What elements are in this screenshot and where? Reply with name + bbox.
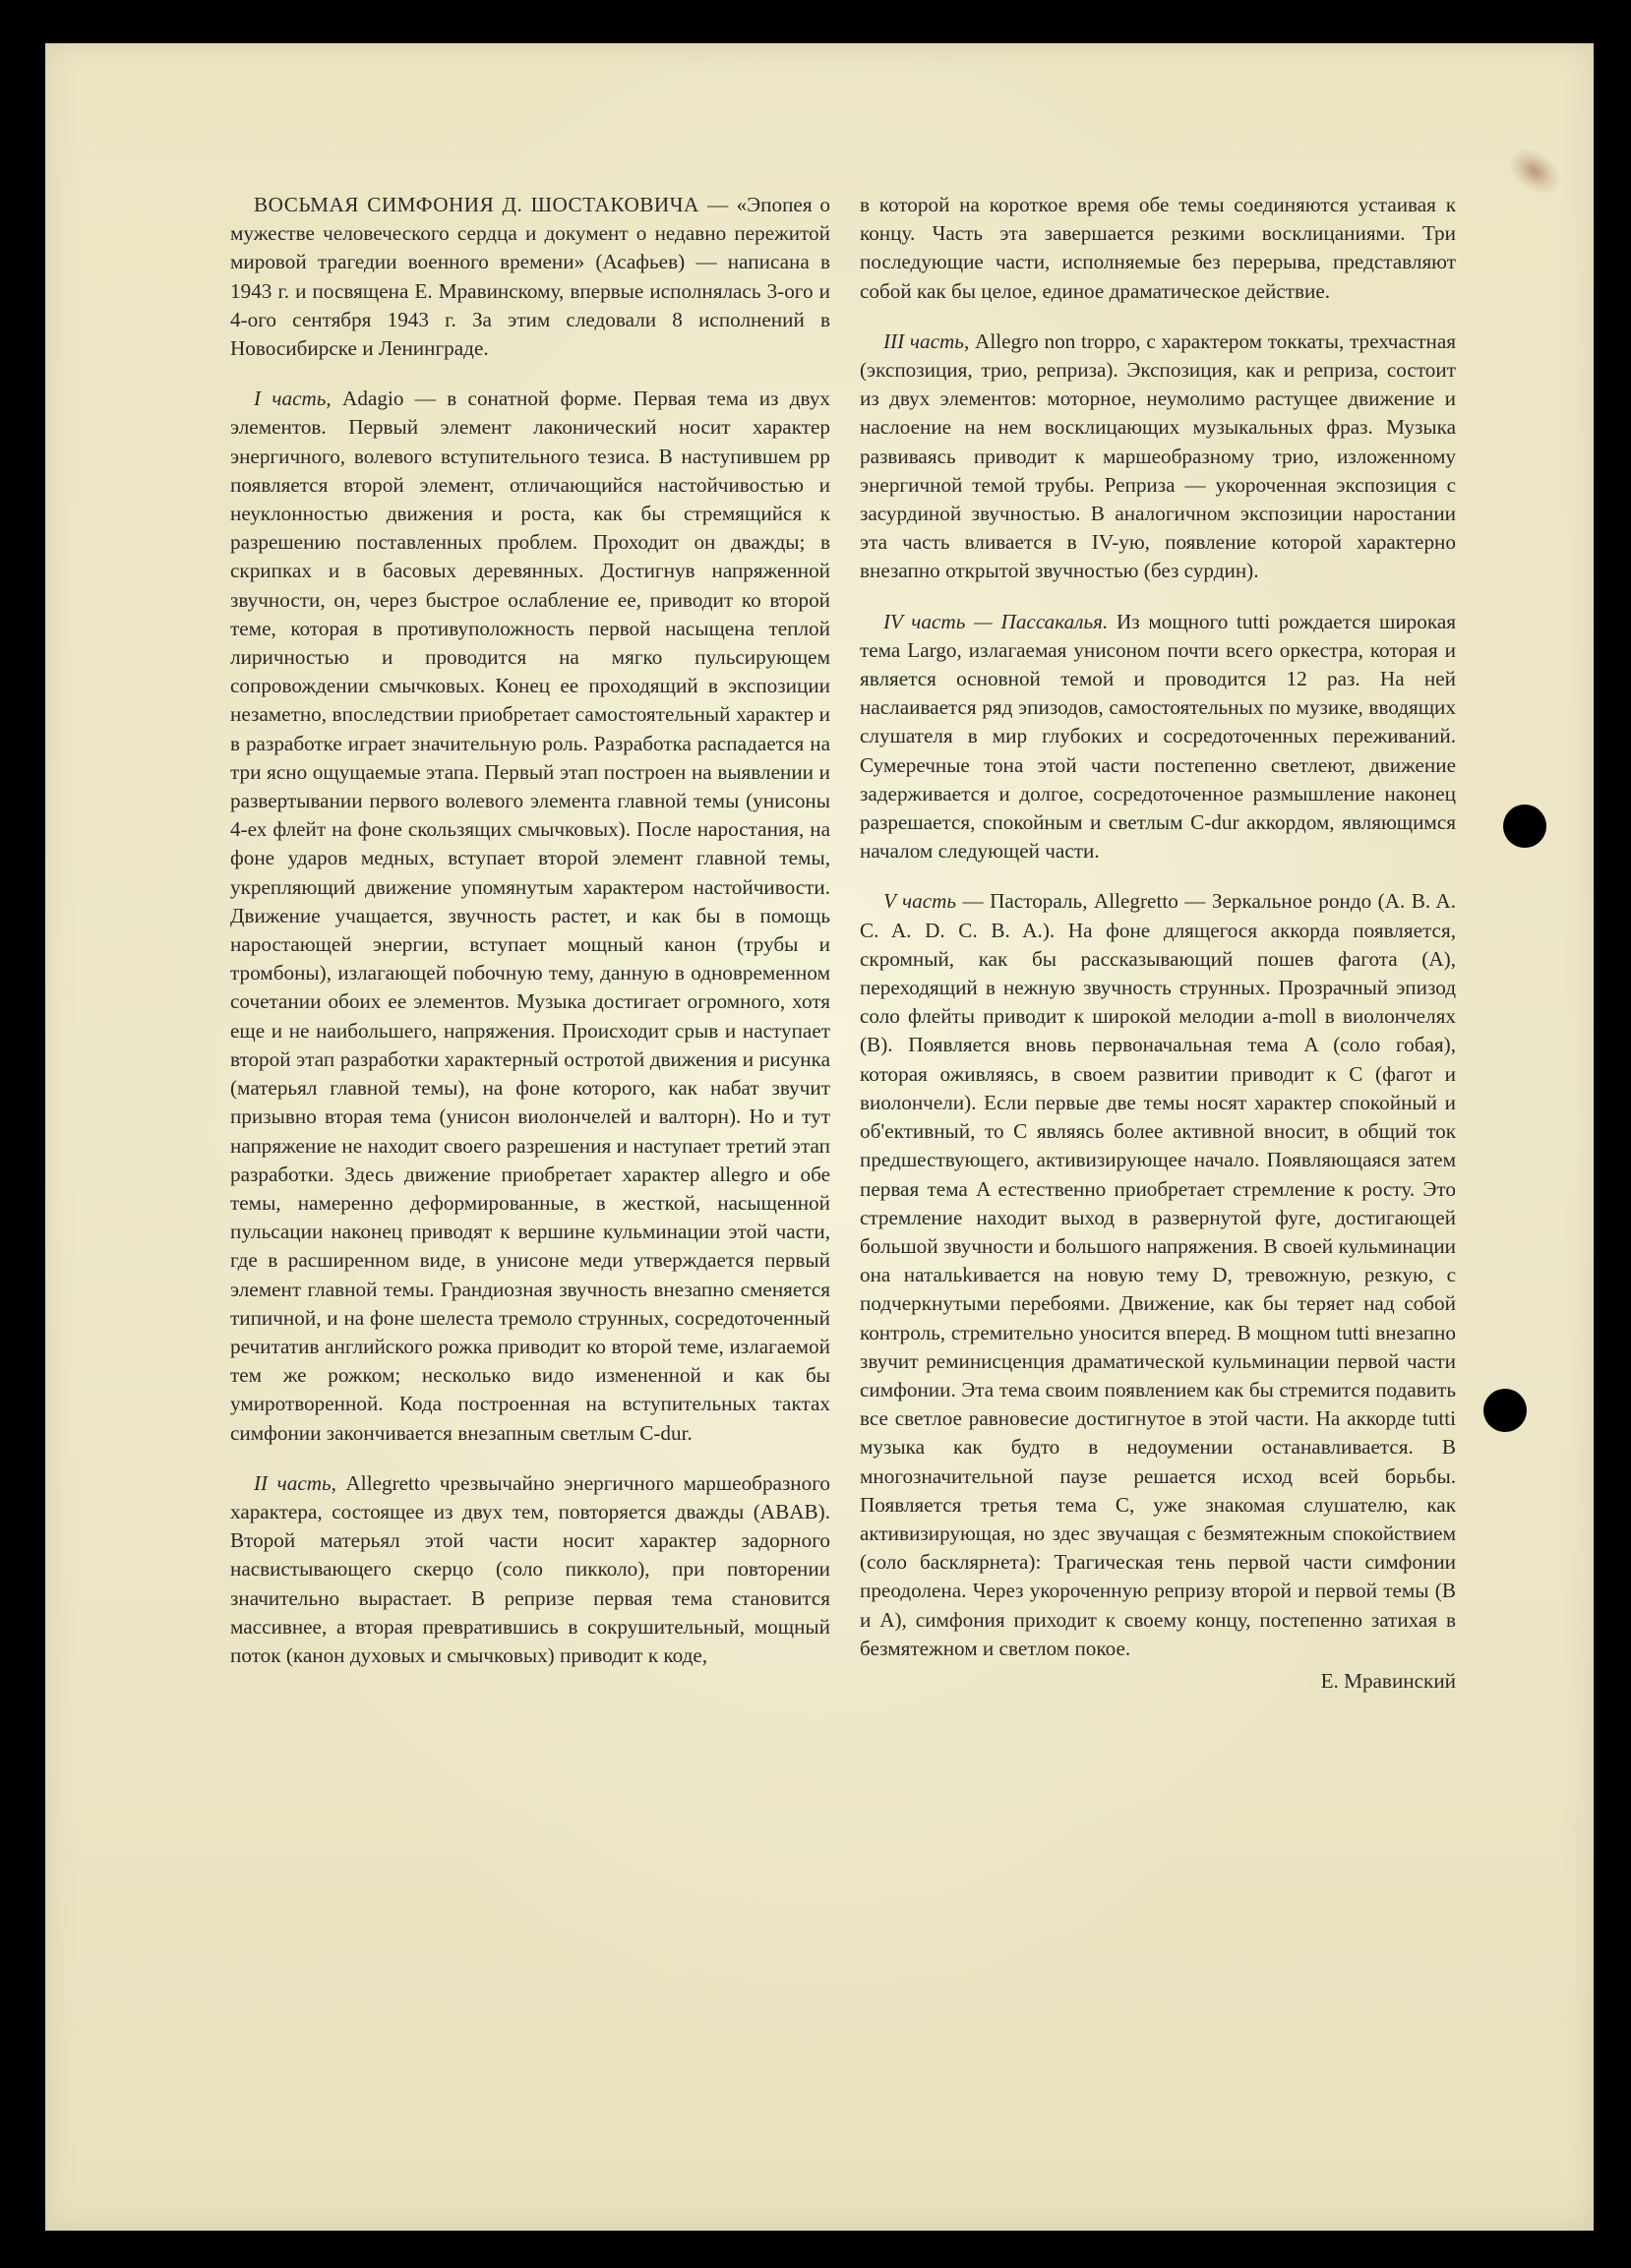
part3-paragraph	[860, 328, 1456, 586]
part4-text: Из мощного tutti рождается широкая тема Largo, излагаемая унисоном почти всего оркестра, которая и является основной темой и проводится 12 раз. На ней наслаивается ряд эпизодов, самостоятельных по музике, вводящих слушателя в мир глубоких и сосредоточенных переживаний. Сумеречные тона этой части постепенно светлеют, движение задерживается и долгое, сосредоточенное размышление наконец разрешается, спокойным и светлым C-dur аккордом, являющимся началом следующей части.	[860, 609, 1456, 864]
part1-label: I часть,	[254, 387, 332, 411]
part1-paragraph	[230, 385, 830, 1448]
part2-label: II часть,	[254, 1470, 336, 1495]
part5-text: — Пастораль, Allegretto — Зеркальное рондо (A. B. A. C. A. D. C. B. A.). На фоне длящегося аккорда появляется, скромный, как бы рассказывающий пошев фагота (A), переходящий в нежную звучность струнных. Прозрачный эпизод соло флейты приводит к широкой мелодии a-moll в виолончелях (B). Появляется вновь первоначальная тема A (соло гобая), которая оживляясь, в своем развитии приводит к C (фагот и виолончели). Если первые две темы носят характер спокойный и об'ективный, то C являясь более активной вносит, в общий ток предшествующего, активизирующее начало. Появляющаяся затем первая тема A естественно приобретает стремление к росту. Это стремление находит выход в развернутой фуге, достигающей большой звучности и большого напряжения. В своей кульминации она натальkивается на новую тему D, тревожную, резкую, с подчеркнутыми перебоями. Движение, как бы теряет над собой контроль, стремительно уносится вперед. В мощном tutti внезапно звучит реминисценция драматической кульминации первой части симфонии. Эта тема своим появлением как бы стремится подавить все светлое равновесие достигнутое в этой части. На аккорде tutti музыка как будто в недоумении останавливается. В многозначительной паузе решается исход всей борьбы. Появляется третья тема C, уже знакомая слушателю, как активизирующая, но здес звучащая с безмятежным спокойствием (соло басклярнета): Трагическая тень первой части симфонии преодолена. Через укороченную репризу второй и первой темы (B и A), симфония приходит к своему концу, постепенно затихая в безмятежном и светлом покое.	[860, 889, 1457, 1660]
part1-text: Adagio — в сонатной форме. Первая тема из двух элементов. Первый элемент лаконический носит характер энергичного, волевого вступительного тезиса. В наступившем pp появляется второй элемент, отличающийся настойчивостью и неуклонностью движения и роста, как бы стремящийся к разрешению поставленных проблем. Проходит он дважды; в скрипках и в басовых деревянных. Достигнув напряженной звучности, он, через быстрое ослабление ее, приводит ко второй теме, которая в противуположность первой насыщена теплой лиричностью и проводится на мягко пульсирующем сопровождении смычковых. Конец ее проходящий в экспозиции незаметно, впоследствии приобретает самостоятельный характер и в разработке играет значительную роль. Разработка распадается на три ясно ощущаемые этапа. Первый этап построен на выявлении и развертывании первого волевого элемента главной темы (унисоны 4-ех флейт на фоне скользящих смычковых). После наростания, на фоне ударов медных, вступает второй элемент главной темы, укрепляющий движение упомянутым характером настойчивости. Движение учащается, звучность растет, и как бы в помощь наростающей энергии, вступает мощный канон (трубы и тромбоны), излагающей побочную тему, данную в одновременном сочетании обоих ее элементов. Музыка достигает огромного, хотя еще и не наибольшего, напряжения. Происходит срыв и наступает второй этап разработки характерный остротой движения и рисунка (матерьял главной темы), на фоне которого, как набат звучит призывно вторая тема (унисон виолончелей и валторн). Но и тут напряжение не находит своего разрешения и наступает третий этап разработки. Здесь движение приобретает характер allegro и обе темы, намеренно деформированные, в жесткой, насыщенной пульсации наконец приводят к вершине кульминации этой части, где в расширенном виде, в унисоне меди утверждается первый элемент главной темы. Грандиозная звучность внезапно сменяется типичной, и на фоне шелеста тремоло струнных, сосредоточенный речитатив английского рожка приводит ко второй теме, излагаемой тем же рожком; несколько видо измененной и как бы умиротворенной. Кода построенная на вступительных тактах симфонии закончивается внезапным светлым C-dur.	[230, 387, 831, 1445]
intro-paragraph	[230, 191, 830, 363]
part3-label: III часть,	[883, 328, 970, 353]
right-column	[860, 191, 1456, 1717]
document-title: ВОСЬМАЯ СИМФОНИЯ Д. ШОСТАКОВИЧА —	[254, 193, 729, 216]
part4-paragraph	[860, 608, 1456, 866]
part5-label: V часть	[883, 889, 957, 914]
part2-paragraph	[230, 1469, 830, 1670]
part3-text: Allegro non troppo, с характером токкаты, трехчастная (экспозиция, трио, реприза). Экспозиция, как и реприза, состоит из двух элементов: моторное, неумолимо растущее движение и наслоение на нем восклицающих музыкальных фраз. Музыка развиваясь приводит к маршеобразному трио, изложенному энергичной темой трубы. Реприза — укороченная экспозиция с засурдиной звучностью. В аналогичном экспозиции наростании эта часть вливается в IV-ую, появление которой характерно внезапно открытой звучностью (без сурдин).	[860, 328, 1457, 583]
part2-continuation: в которой на короткое время обе темы соединяются устаивая к концу. Часть эта завершается резкими восклицаниями. Три последующие части, исполняемые без перерыва, представляют собой как бы целое, единое драматическое действие.	[860, 193, 1456, 303]
punch-hole-lower	[1483, 1389, 1527, 1432]
left-column	[230, 191, 830, 1692]
rust-stain	[1499, 138, 1570, 204]
part2-text: Allegretto чрезвычайно энергичного маршеобразного характера, состоящее из двух тем, повторяется дважды (ABAB). Второй матерьял этой части носит характер задорного насвистывающего скерцо (соло пикколо), при повторении значительно вырастает. В репризе первая тема становится массивнее, а вторая превратившись в сокрушительный, мощный поток (канон духовых и смычковых) приводит к коде,	[230, 1470, 830, 1667]
signature: Е. Мравинский	[1320, 1668, 1456, 1693]
part5-paragraph	[860, 887, 1456, 1662]
part4-label: IV часть — Пассакалья.	[883, 609, 1109, 633]
intro-text: «Эпопея о мужестве человеческого сердца и документ о недавно пережитой мировой трагедии военного времени» (Асафьев) — написана в 1943 г. и посвящена Е. Мравинскому, впервые исполнялась 3-ого и 4-ого сентября 1943 г. За этим следовали 8 исполнений в Новосибирске и Ленинграде.	[230, 193, 830, 361]
punch-hole-upper	[1503, 805, 1546, 848]
